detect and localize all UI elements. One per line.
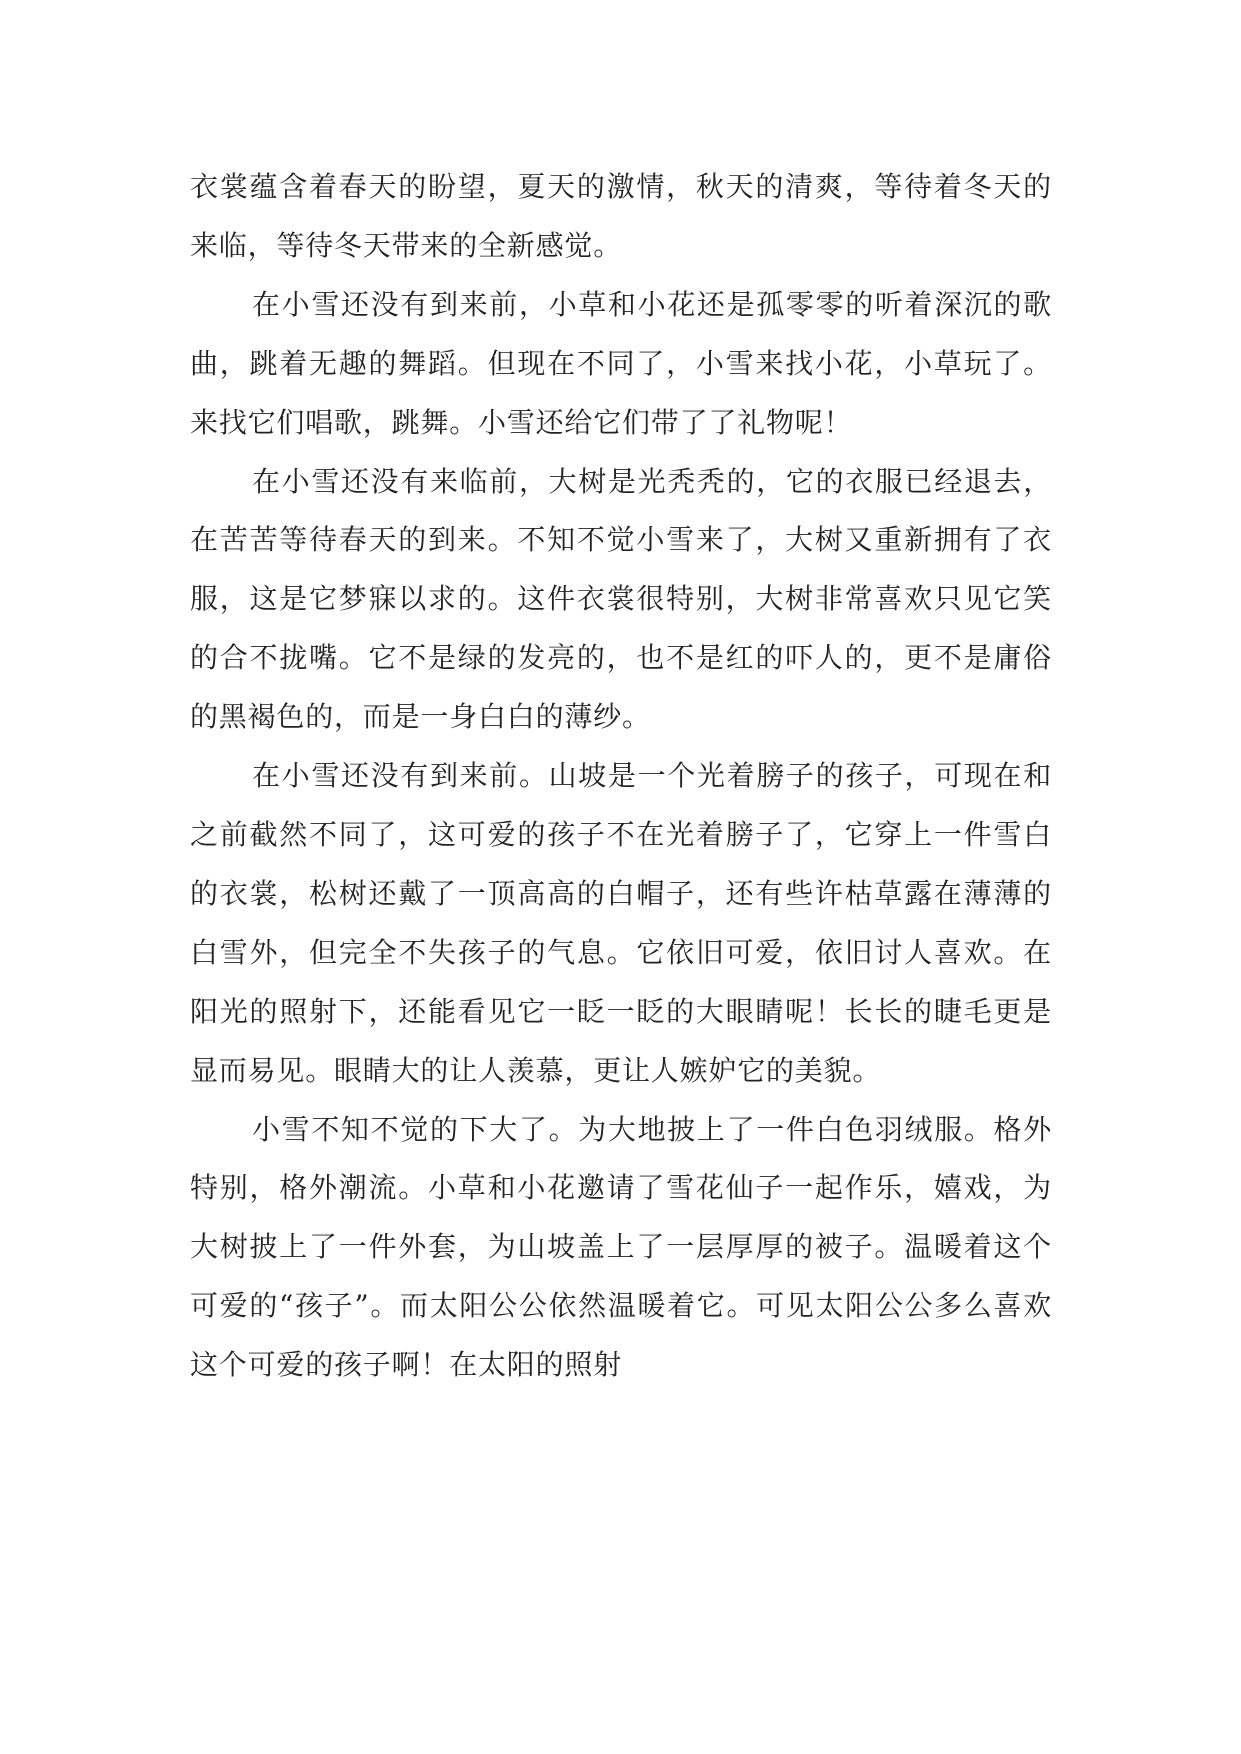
paragraph-big-tree: 在小雪还没有来临前，大树是光秃秃的，它的衣服已经退去，在苦苦等待春天的到来。不知不觉小雪来了，大树又重新拥有了衣服，这是它梦寐以求的。这件衣裳很特别，大树非常喜欢只见它笑的合不拢嘴。它不是绿的发亮的，也不是红的吓人的，更不是庸俗的黑褐色的，而是一身白白的薄纱。 [190, 464, 1052, 734]
document-body [190, 158, 1052, 1395]
paragraph-small-grass-and-flowers: 在小雪还没有到来前，小草和小花还是孤零零的听着深沉的歌曲，跳着无趣的舞蹈。但现在不同了，小雪来找小花，小草玩了。来找它们唱歌，跳舞。小雪还给它们带了了礼物呢！ [190, 287, 1052, 439]
paragraph-snow-grows-heavy: 小雪不知不觉的下大了。为大地披上了一件白色羽绒服。格外特别，格外潮流。小草和小花邀请了雪花仙子一起作乐，嬉戏，为大树披上了一件外套，为山坡盖上了一层厚厚的被子。温暖着这个可爱的“孩子”。而太阳公公依然温暖着它。可见太阳公公多么喜欢这个可爱的孩子啊！在太阳的照射 [190, 1112, 1052, 1382]
paragraph-hillside: 在小雪还没有到来前。山坡是一个光着膀子的孩子，可现在和之前截然不同了，这可爱的孩子不在光着膀子了，它穿上一件雪白的衣裳，松树还戴了一顶高高的白帽子，还有些许枯草露在薄薄的白雪外，但完全不失孩子的气息。它依旧可爱，依旧讨人喜欢。在阳光的照射下，还能看见它一眨一眨的大眼睛呢！长长的睫毛更是显而易见。眼睛大的让人羡慕，更让人嫉妒它的美貌。 [190, 759, 1052, 1087]
paragraph-continuation: 衣裳蕴含着春天的盼望，夏天的激情，秋天的清爽，等待着冬天的来临，等待冬天带来的全新感觉。 [190, 170, 1052, 262]
